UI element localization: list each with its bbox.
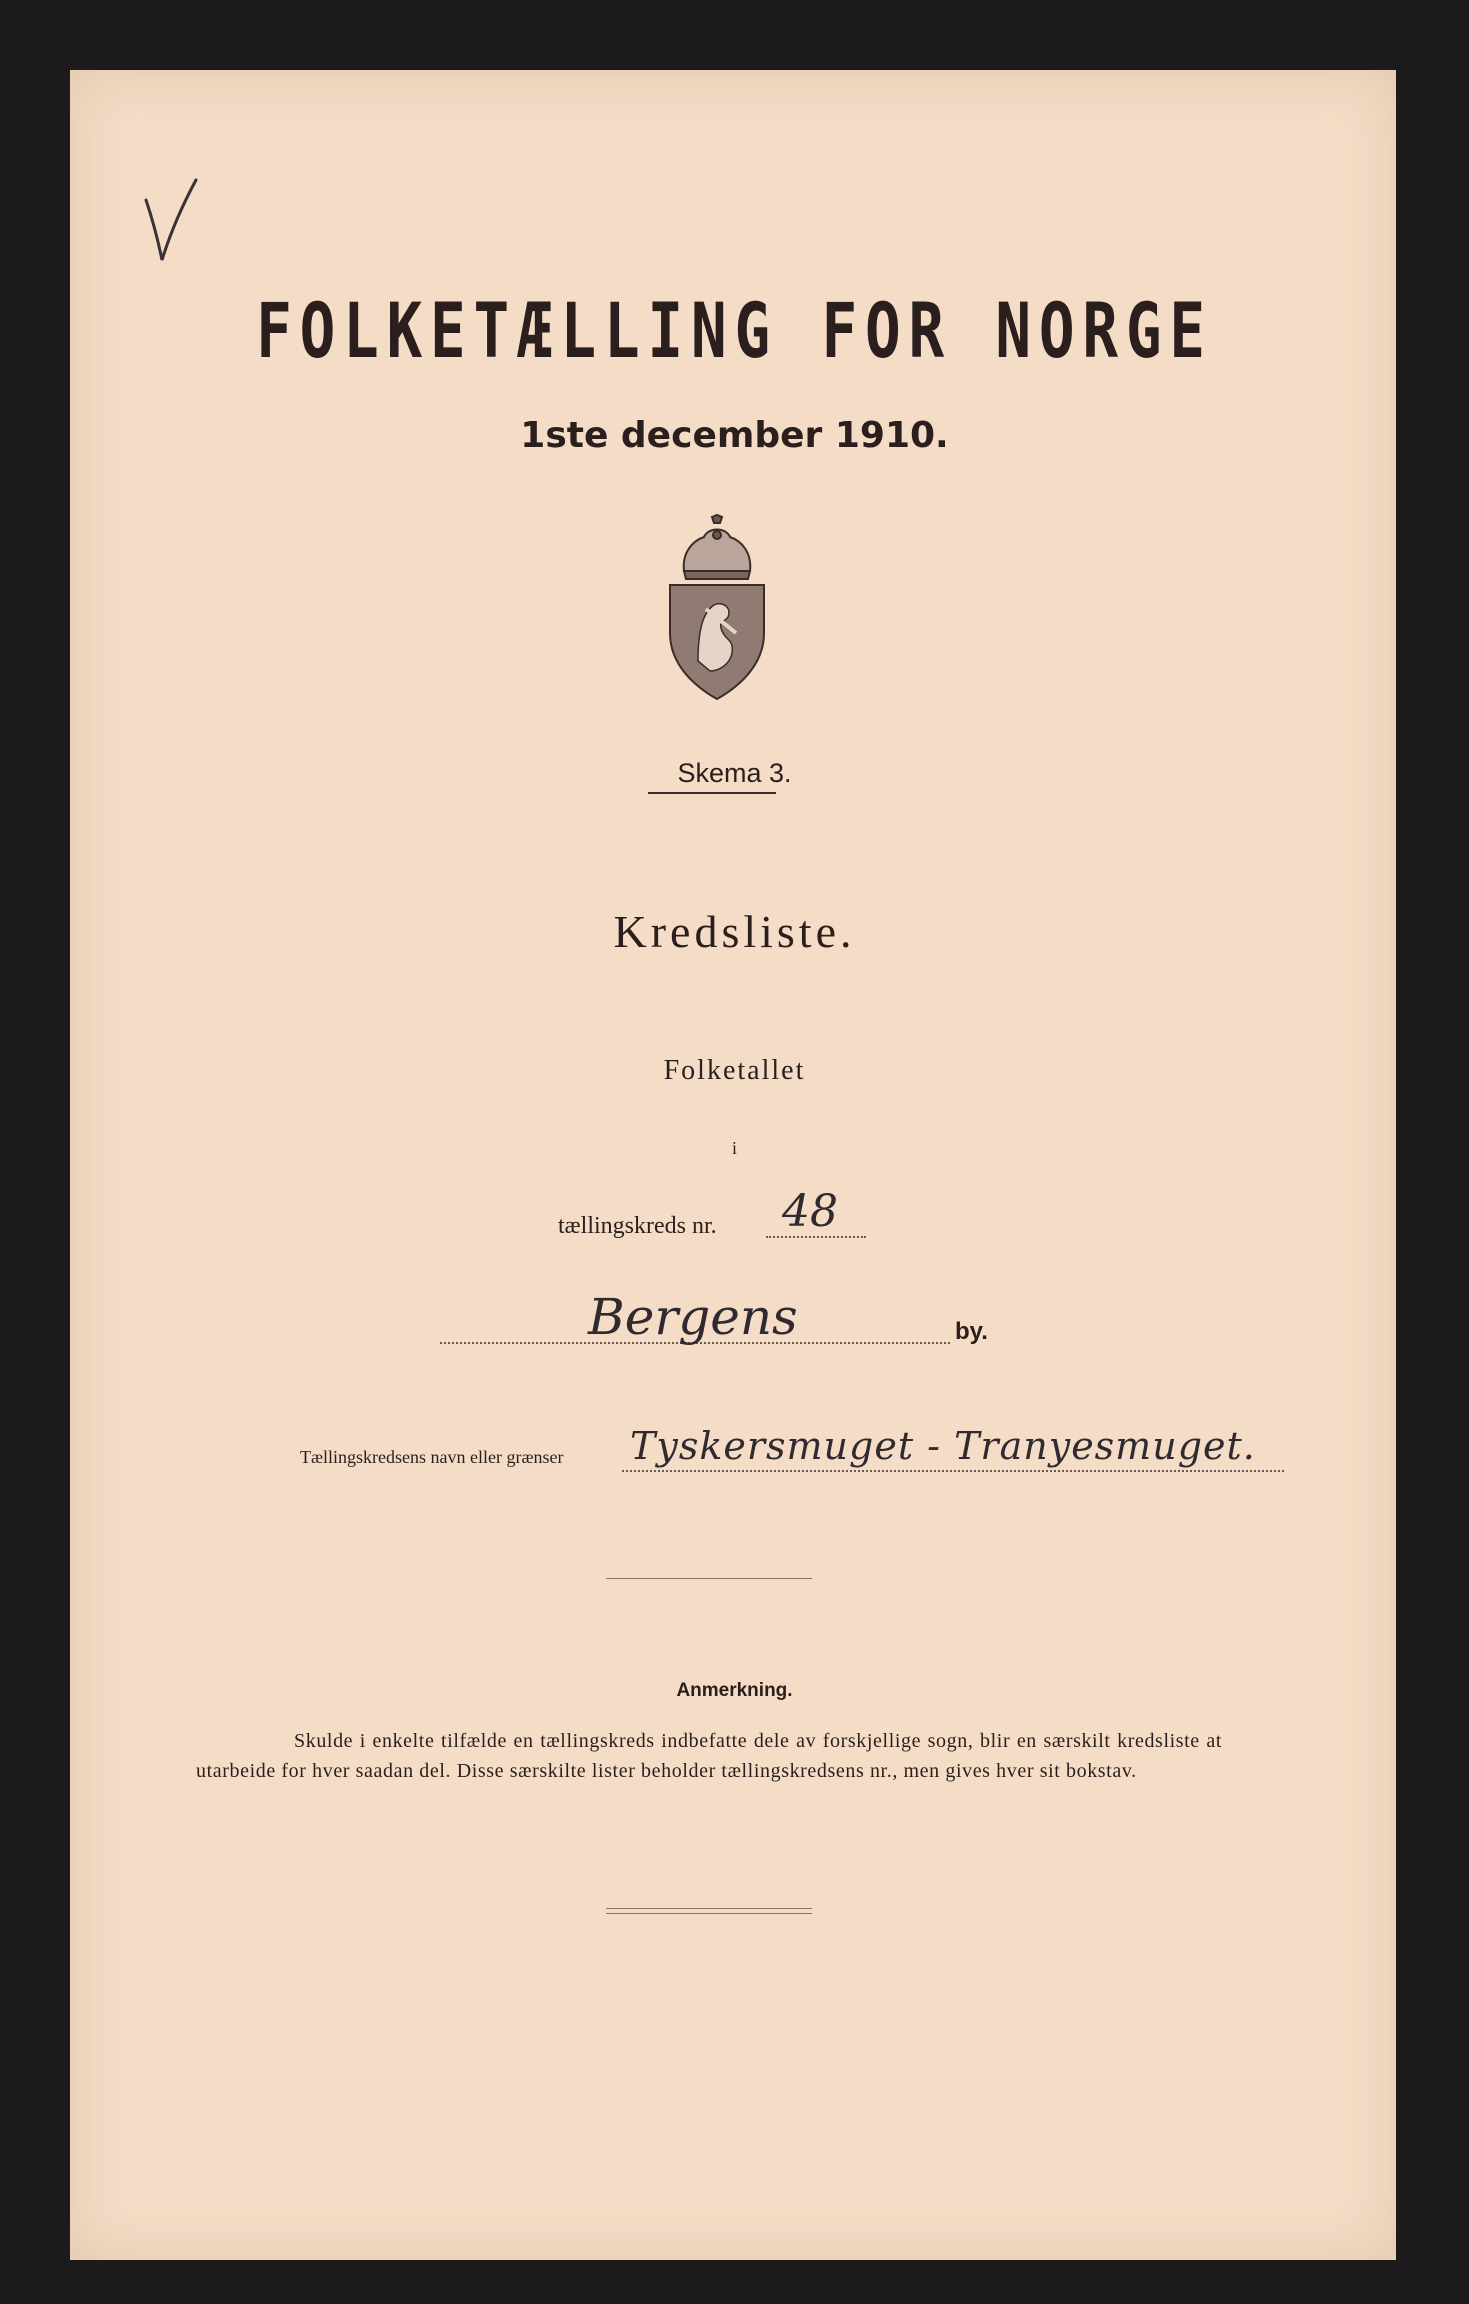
district-number-field[interactable]: 48 xyxy=(782,1186,838,1237)
census-date: 1ste december 1910. xyxy=(520,415,949,456)
city-field[interactable]: Bergens xyxy=(588,1288,798,1346)
schema-underline xyxy=(648,792,776,794)
schema-number: Skema 3. xyxy=(677,758,792,788)
remark-paragraph: Skulde i enkelte tilfælde en tællingskreds indbefatte dele av forskjellige sogn, blir en særskilt kredsliste at utarbeide for hver saadan del. Disse særskilte lister beholder tællingskredsens nr., men gives hver sit bokstav. xyxy=(196,1730,1222,1782)
city-suffix: by. xyxy=(955,1318,988,1345)
district-name-line xyxy=(622,1470,1284,1472)
coat-of-arms-icon xyxy=(662,513,772,703)
district-name-field[interactable]: Tyskersmuget - Tranyesmuget. xyxy=(630,1424,1256,1468)
list-title: Kredsliste. xyxy=(613,906,856,957)
district-name-label: Tællingskredsens navn eller grænser xyxy=(300,1447,564,1467)
census-form-page xyxy=(70,70,1396,2260)
form-title: FOLKETÆLLING FOR NORGE xyxy=(256,286,1213,375)
district-number-label: tællingskreds nr. xyxy=(558,1213,717,1239)
checkmark-icon xyxy=(142,178,198,264)
double-divider xyxy=(606,1908,812,1914)
divider xyxy=(606,1578,812,1579)
population-label: Folketallet xyxy=(663,1055,806,1086)
remark-heading: Anmerkning. xyxy=(676,1680,793,1701)
preposition-label: i xyxy=(731,1138,737,1158)
